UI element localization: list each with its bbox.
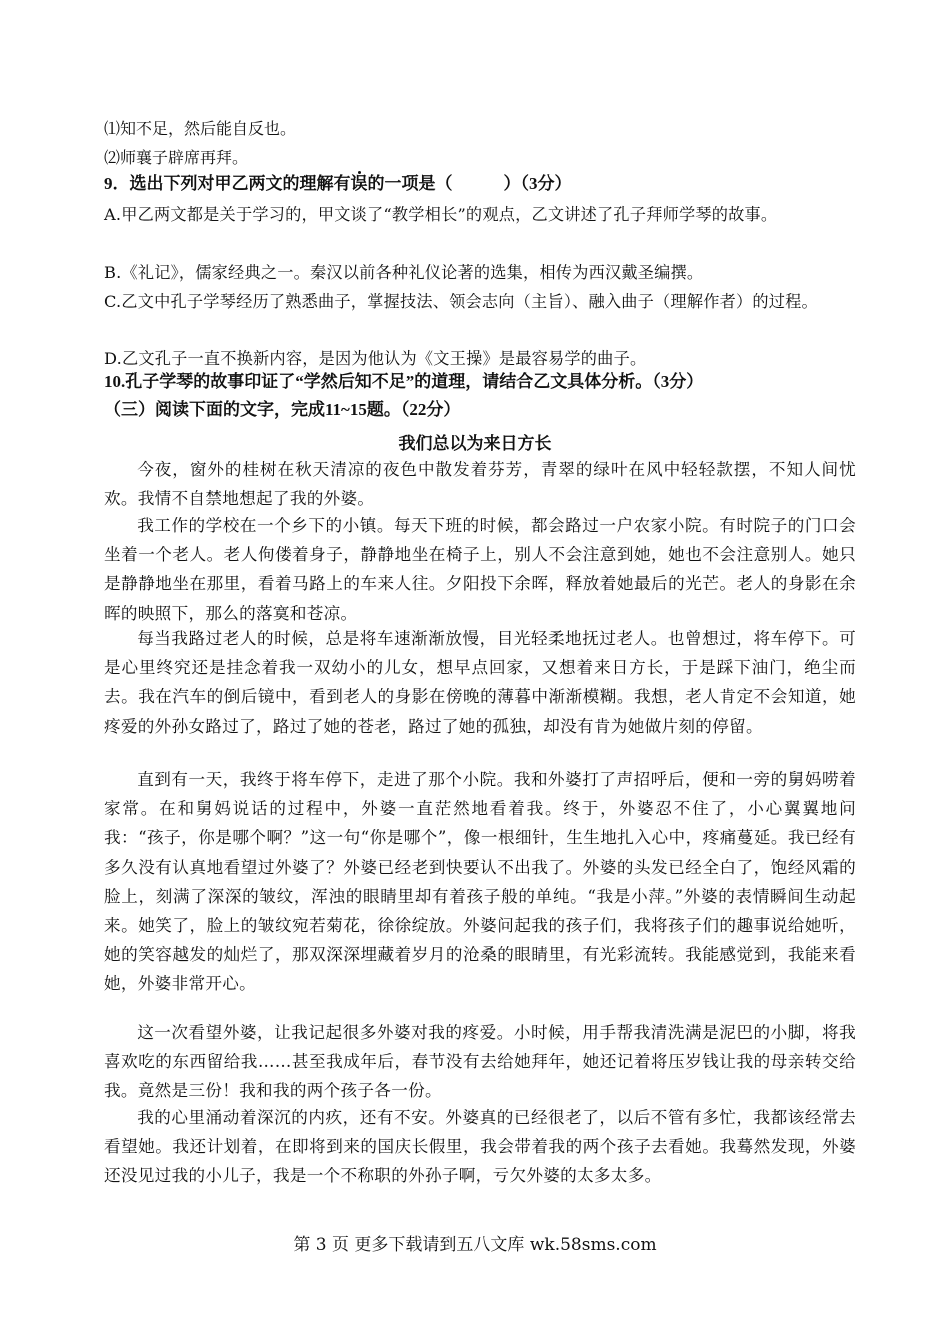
question-9-suffix: 的一项是（ ）（3分） xyxy=(367,174,572,193)
article-paragraph-5: 这一次看望外婆，让我记起很多外婆对我的疼爱。小时候，用手帮我清洗满是泥巴的小脚，将我喜欢吃的东西留给我……甚至我成年后，春节没有去给她拜年，她还记着将压岁钱让我的母亲转交给我。竟然是三份！我和我的两个孩子各一份。 xyxy=(104,1023,856,1101)
question-9-option-d: D.乙文孔子一直不换新内容，是因为他认为《文王操》是最容易学的曲子。 xyxy=(104,349,647,368)
page-footer: 第 3 页 更多下载请到五八文库 wk.58sms.com xyxy=(293,1235,657,1255)
question-9-prefix: 9．选出下列对甲乙两文的理解有 xyxy=(104,174,351,193)
article-paragraph-4: 直到有一天，我终于将车停下，走进了那个小院。我和外婆打了声招呼后，便和一旁的舅妈唠着家常。在和舅妈说话的过程中，外婆一直茫然地看着我。终于，外婆忍不住了，小心翼翼地问我：“孩子，你是哪个啊？”这一句“你是哪个”，像一根细针，生生地扎入心中，疼痛蔓延。我已经有多久没有认真地看望过外婆了？外婆已经老到快要认不出我了。外婆的头发已经全白了，饱经风霜的脸上，刻满了深深的皱纹，浑浊的眼睛里却有着孩子般的单纯。“我是小萍。”外婆的表情瞬间生动起来。她笑了，脸上的皱纹宛若菊花，徐徐绽放。外婆问起我的孩子们，我将孩子们的趣事说给她听，她的笑容越发的灿烂了，那双深深埋藏着岁月的沧桑的眼睛里，有光彩流转。我能感觉到，我能来看她，外婆非常开心。 xyxy=(104,770,856,994)
question-9-option-a: A.甲乙两文都是关于学习的，甲文谈了“教学相长”的观点，乙文讲述了孔子拜师学琴的故事。 xyxy=(104,205,778,224)
question-10: 10.孔子学琴的故事印证了“学然后知不足”的道理，请结合乙文具体分析。（3分） xyxy=(104,372,704,391)
article-title: 我们总以为来日方长 xyxy=(398,434,552,454)
question-9-option-c: C.乙文中孔子学琴经历了熟悉曲子，掌握技法、领会志向（主旨）、融入曲子（理解作者）的过程。 xyxy=(104,292,818,311)
question-9-stem xyxy=(104,174,864,194)
article-paragraph-6: 我的心里涌动着深沉的内疚，还有不安。外婆真的已经很老了，以后不管有多忙，我都该经常去看望她。我还计划着，在即将到来的国庆长假里，我会带着我的两个孩子去看她。我蓦然发现，外婆还没见过我的小儿子，我是一个不称职的外孙子啊，亏欠外婆的太多太多。 xyxy=(104,1108,856,1186)
article-paragraph-2: 我工作的学校在一个乡下的小镇。每天下班的时候，都会路过一户农家小院。有时院子的门口会坐着一个老人。老人佝偻着身子，静静地坐在椅子上，别人不会注意到她，她也不会注意别人。她只是静静地坐在那里，看着马路上的车来人往。夕阳投下余晖，释放着她最后的光芒。老人的身影在余晖的映照下，那么的落寞和苍凉。 xyxy=(104,516,856,623)
article-paragraph-1: 今夜，窗外的桂树在秋天清凉的夜色中散发着芬芳，青翠的绿叶在风中轻轻款摆，不知人间忧欢。我情不自禁地想起了我的外婆。 xyxy=(104,460,856,509)
article-paragraph-3: 每当我路过老人的时候，总是将车速渐渐放慢，目光轻柔地抚过老人。也曾想过，将车停下。可是心里终究还是挂念着我一双幼小的儿女，想早点回家，又想着来日方长，于是踩下油门，绝尘而去。我在汽车的倒后镜中，看到老人的身影在傍晚的薄暮中渐渐模糊。我想，老人肯定不会知道，她疼爱的外孙女路过了，路过了她的苍老，路过了她的孤独，却没有肯为她做片刻的停留。 xyxy=(104,629,856,736)
sentence-item-1: ⑴知不足，然后能自反也。 xyxy=(104,119,297,138)
question-9-option-b: B.《礼记》，儒家经典之一。秦汉以前各种礼仪论著的选集，相传为西汉戴圣编撰。 xyxy=(104,263,704,282)
section-3-heading: （三）阅读下面的文字，完成11~15题。（22分） xyxy=(104,400,461,419)
question-9-emphasis: 误 xyxy=(350,174,368,193)
sentence-item-2: ⑵师襄子辟席再拜。 xyxy=(104,148,249,167)
